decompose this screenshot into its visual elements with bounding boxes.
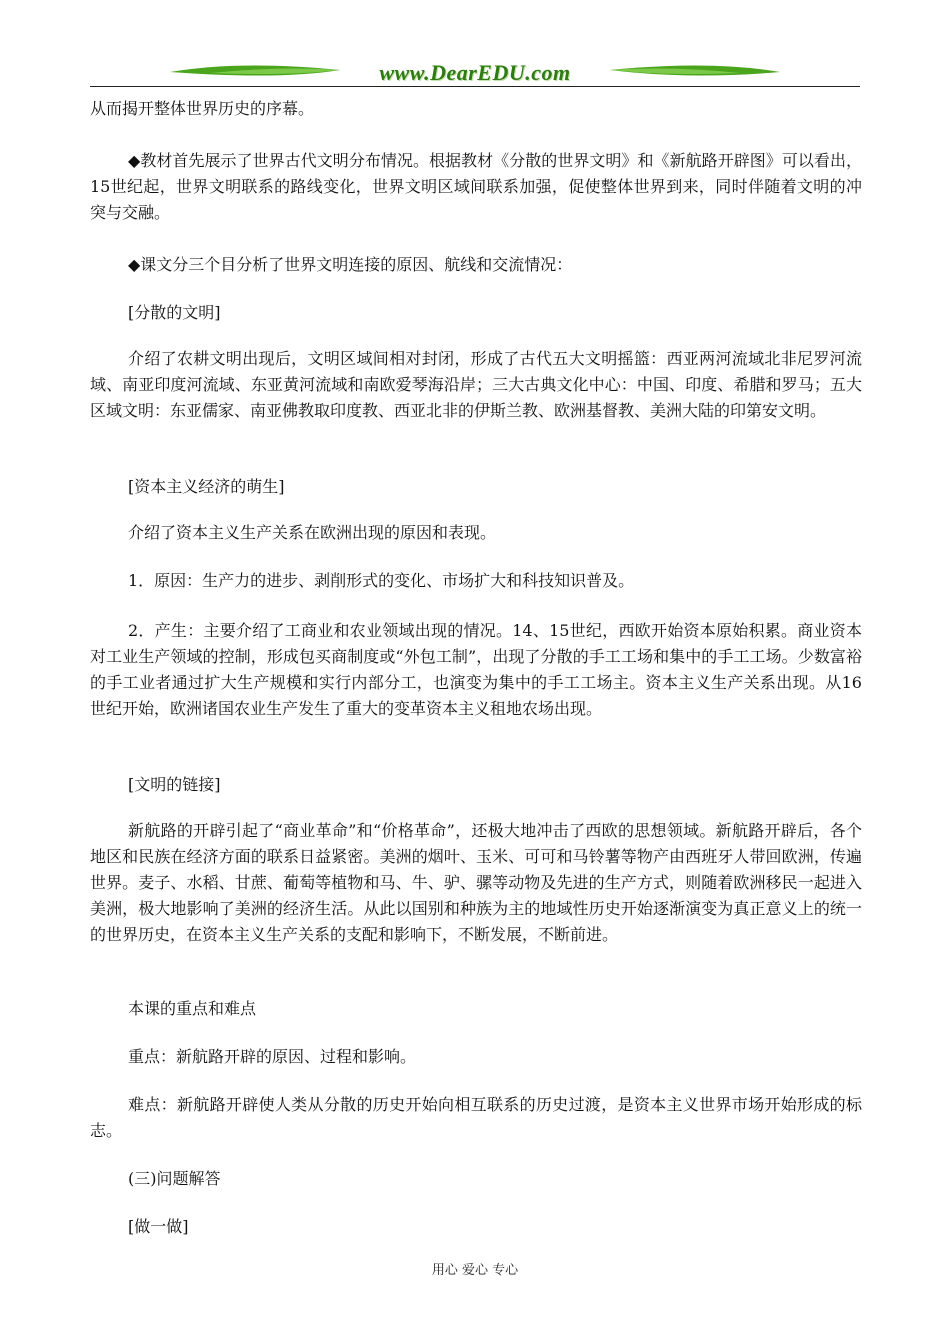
paragraph: 难点：新航路开辟使人类从分散的历史开始向相互联系的历史过渡，是资本主义世界市场开始形成的标志。 [90,1095,862,1140]
site-logo[interactable]: www.DearEDU.com [379,60,571,85]
header-divider [90,86,860,87]
paragraph: ◆课文分三个目分析了世界文明连接的原因、航线和交流情况： [128,255,573,274]
paragraph: 2．产生：主要介绍了工商业和农业领域出现的情况。14、15世纪，西欧开始资本原始积累。商业资本对工业生产领域的控制，形成包买商制度或“外包工制”，出现了分散的手工工场和集中的手工工场。少数富裕的手工业者通过扩大生产规模和实行内部分工，也演变为集中的手工工场主。资本主义生产关系出现。从16世纪开始，欧洲诸国农业生产发生了重大的变革资本主义租地农场出现。 [90,621,862,718]
paragraph: 本课的重点和难点 [128,999,257,1018]
section-heading: [分散的文明] [128,303,221,322]
paragraph: 1．原因：生产力的进步、剥削形式的变化、市场扩大和科技知识普及。 [128,571,635,590]
paragraph: 介绍了资本主义生产关系在欧洲出现的原因和表现。 [128,523,497,542]
section-heading: [做一做] [128,1217,189,1236]
paragraph: 重点：新航路开辟的原因、过程和影响。 [128,1047,417,1066]
section-heading: [文明的链接] [128,775,221,794]
paragraph: 从而揭开整体世界历史的序幕。 [90,99,315,118]
paragraph: 介绍了农耕文明出现后，文明区域间相对封闭，形成了古代五大文明摇篮：西亚两河流域北非尼罗河流域、南亚印度河流域、东亚黄河流域和南欧爱琴海沿岸；三大古典文化中心：中国、印度、希腊和罗马；五大区域文明：东亚儒家、南亚佛教取印度教、西亚北非的伊斯兰教、欧洲基督教、美洲大陆的印第安文明。 [90,349,862,420]
page-footer: 用心 爱心 专心 [431,1263,519,1278]
paragraph: (三)问题解答 [128,1169,221,1188]
section-heading: [资本主义经济的萌生] [128,477,285,496]
paragraph: ◆教材首先展示了世界古代文明分布情况。根据教材《分散的世界文明》和《新航路开辟图》可以看出，15世纪起，世界文明联系的路线变化，世界文明区域间联系加强，促使整体世界到来，同时伴随着文明的冲突与交融。 [90,151,862,222]
paragraph: 新航路的开辟引起了“商业革命”和“价格革命”，还极大地冲击了西欧的思想领域。新航路开辟后，各个地区和民族在经济方面的联系日益紧密。美洲的烟叶、玉米、可可和马铃薯等物产由西班牙人带回欧洲，传遍世界。麦子、水稻、甘蔗、葡萄等植物和马、牛、驴、骡等动物及先进的生产方式，则随着欧洲移民一起进入美洲，极大地影响了美洲的经济生活。从此以国别和种族为主的地域性历史开始逐渐演变为真正意义上的统一的世界历史，在资本主义生产关系的支配和影响下，不断发展，不断前进。 [90,821,862,944]
